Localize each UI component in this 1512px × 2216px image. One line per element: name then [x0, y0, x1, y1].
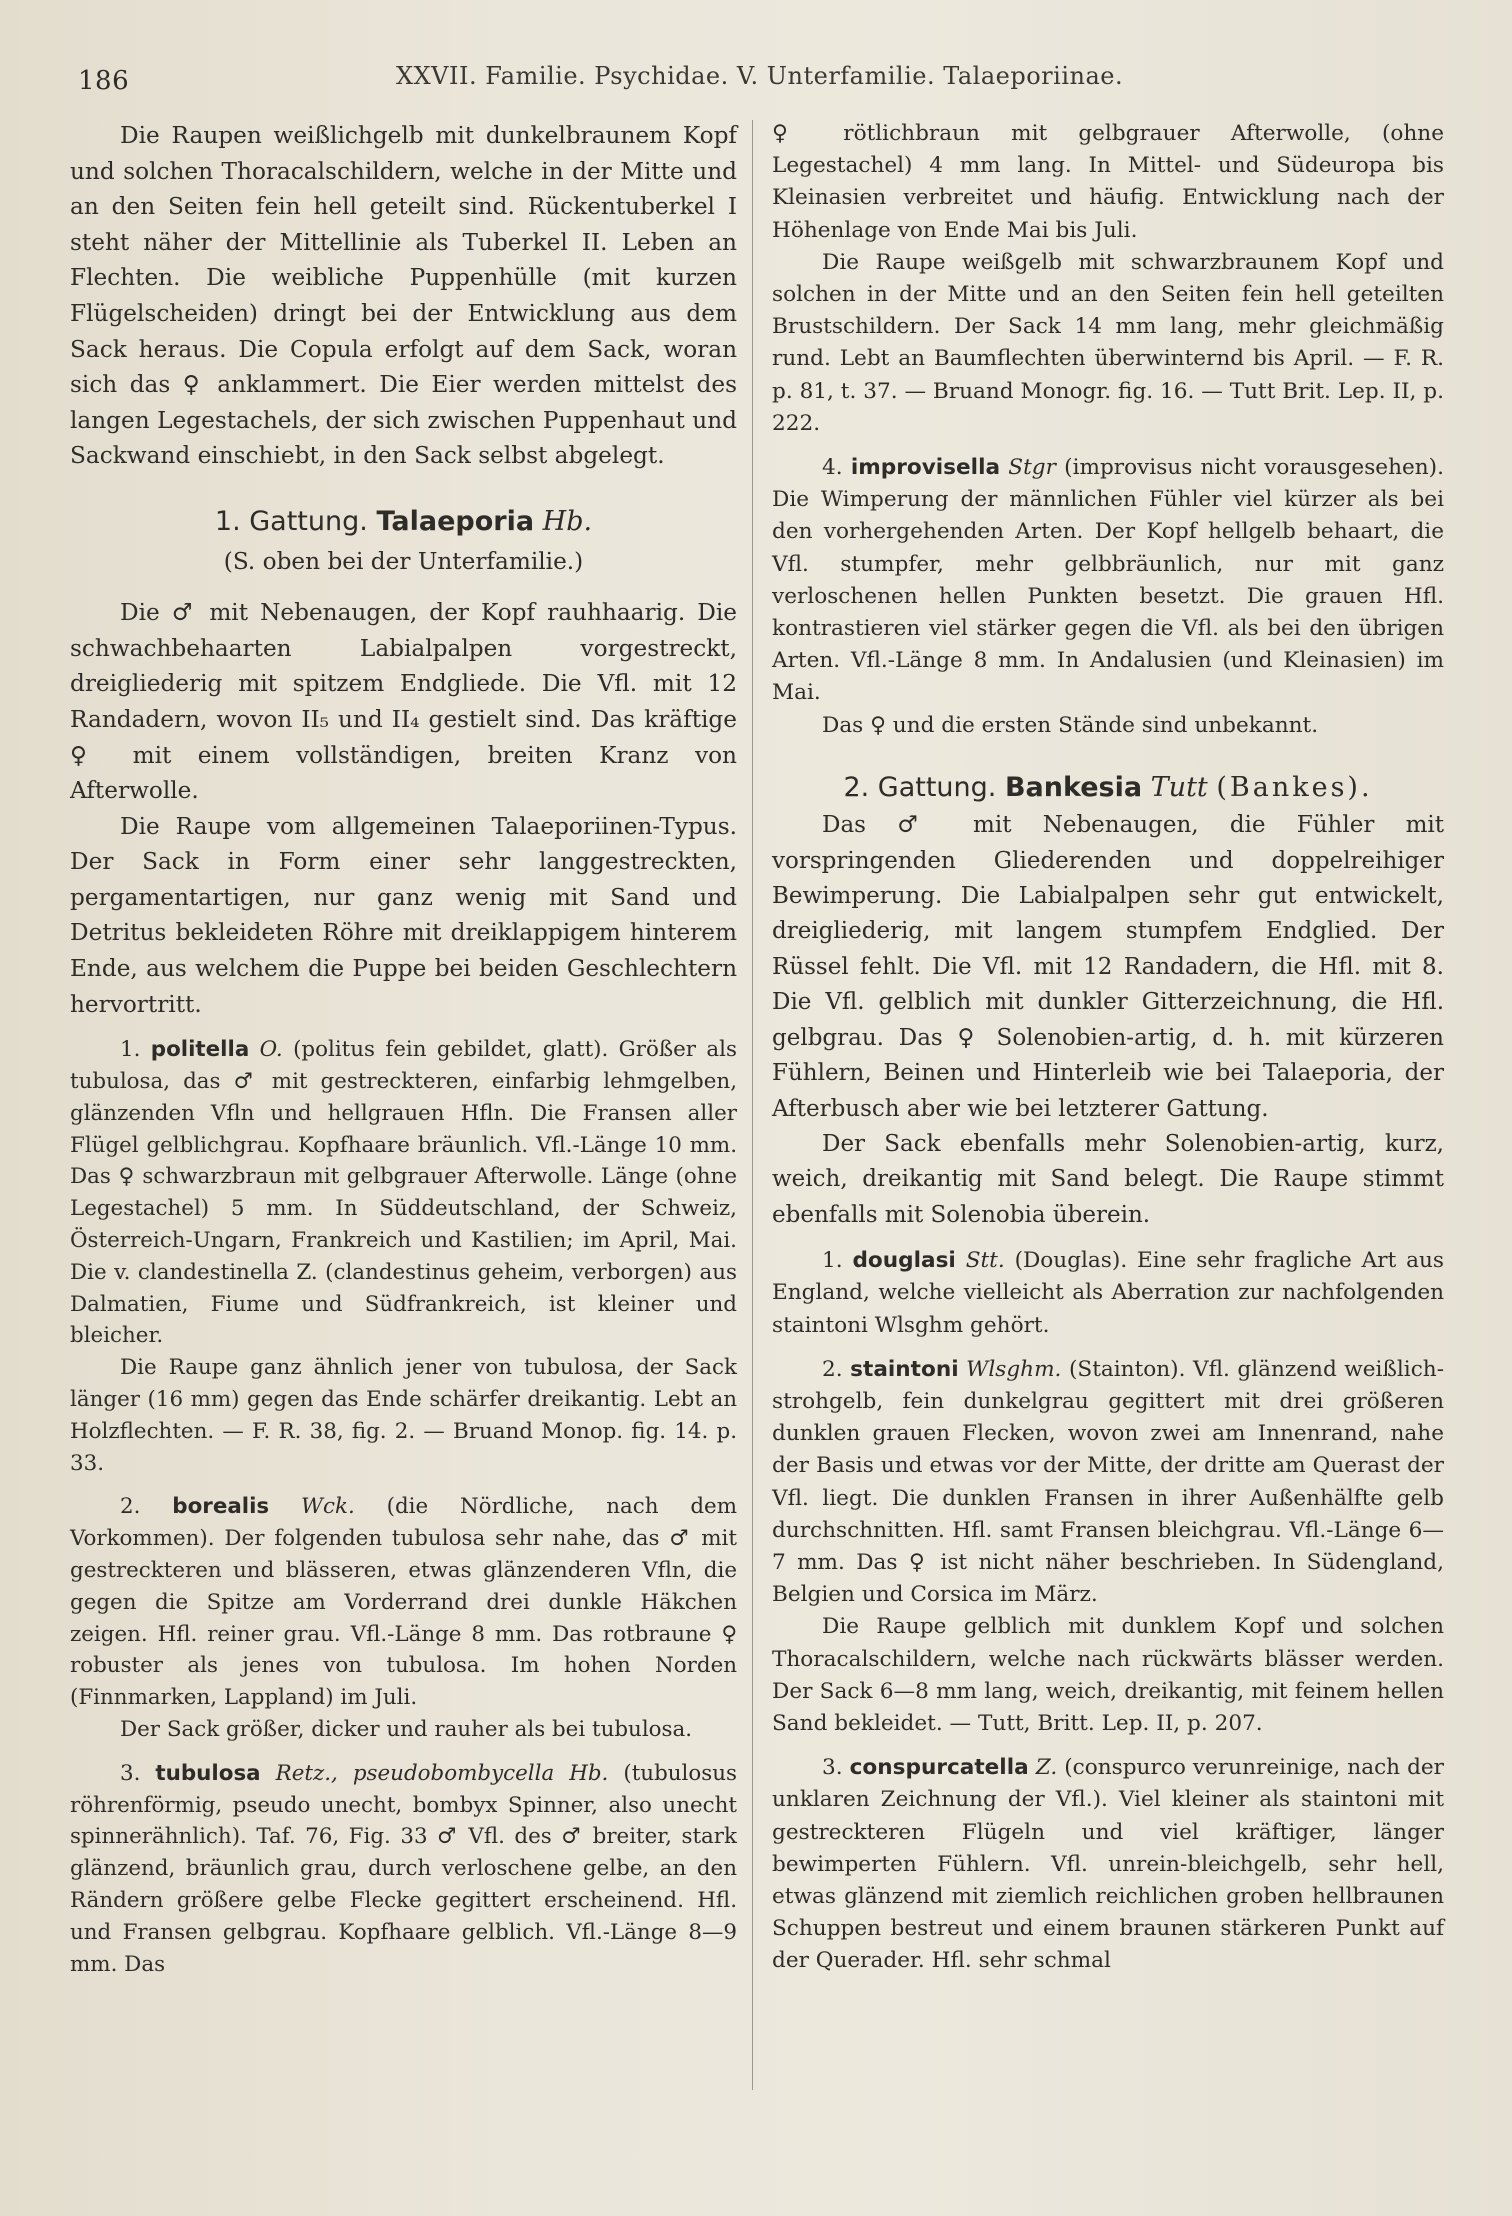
- species-number: 2.: [822, 1356, 843, 1382]
- species-name: tubulosa: [155, 1760, 261, 1786]
- species-number: 1.: [120, 1037, 141, 1063]
- species-larva-tubulosa: Die Raupe weißgelb mit schwarzbraunem Kopf und solchen in der Mitte und an den Seiten fein hell geteilten Brustschildern. Der Sack 14 mm lang, mehr gleichmäßig rund. Lebt an Baumflechten überwinternd bis April. — F. R. p. 81, t. 37. — Bruand Monogr. fig. 16. — Tutt Brit. Lep. II, p. 222.: [772, 249, 1444, 436]
- species-text: (improvisus nicht vorausgesehen). Die Wimperung der männlichen Fühler viel kürzer als bei den vorhergehenden Arten. Der Kopf hellgelb behaart, die Vfl. stumpfer, mehr gelbbräunlich, nur mit ganz verloschenen hellen Punkten besetzt. Die grauen Hfl. kontrastieren viel stärker gegen die Vfl. als bei den übrigen Arten. Vfl.-Länge 8 mm. In Andalusien (und Kleinasien) im Mai.: [772, 455, 1444, 706]
- species-name: douglasi: [852, 1248, 956, 1274]
- genus-suffix: (Bankes).: [1216, 771, 1373, 803]
- genus-name: Bankesia: [1004, 771, 1143, 803]
- genus-prefix: 1. Gattung.: [214, 505, 368, 537]
- species-name: staintoni: [850, 1356, 959, 1382]
- species-author: O.: [259, 1037, 283, 1063]
- species-name: improvisella: [850, 455, 1001, 481]
- species-larva-politella: Die Raupe ganz ähnlich jener von tubulosa, der Sack länger (16 mm) gegen das Ende schärfer dreikantig. Lebt an Holzflechten. — F. R. 38, fig. 2. — Bruand Monop. fig. 14. p. 33.: [70, 1355, 737, 1476]
- species-author: Wlsghm.: [966, 1356, 1062, 1382]
- species-name: borealis: [172, 1494, 270, 1520]
- left-column: [70, 118, 737, 1980]
- genus-author: Tutt: [1150, 771, 1208, 803]
- species-text: (Stainton). Vfl. glänzend weißlich-strohgelb, fein dunkelgrau gegittert mit drei größeren dunklen grauen Flecken, wovon zwei am Innenrand, nahe der Basis und etwas vor der Mitte, der dritte am Querast der Vfl. liegt. Die dunklen Fransen in ihrer Außenhälfte gelb durchschnitten. Hfl. samt Fransen bleichgrau. Vfl.-Länge 6—7 mm. Das ♀ ist nicht näher beschrieben. In Südengland, Belgien und Corsica im März.: [772, 1356, 1445, 1608]
- page-number: 186: [78, 66, 130, 96]
- species-continuation-tubulosa: ♀ rötlichbraun mit gelbgrauer Afterwolle, (ohne Legestachel) 4 mm lang. In Mittel- und Südeuropa bis Kleinasien verbreitet und häufig. Entwicklung nach der Höhenlage von Ende Mai bis Juli.: [772, 121, 1444, 243]
- species-larva-staintoni: Die Raupe gelblich mit dunklem Kopf und solchen Thoracalschildern, welche nach rückwärts blässer werden. Der Sack 6—8 mm lang, weich, dreikantig, mit feinem hellen Sand bekleidet. — Tutt, Britt. Lep. II, p. 207.: [772, 1614, 1444, 1736]
- running-title: XXVII. Familie. Psychidae. V. Unterfamilie. Talaeporiinae.: [396, 62, 1124, 90]
- species-case-borealis: Der Sack größer, dicker und rauher als bei tubulosa.: [120, 1716, 693, 1742]
- right-column: [772, 118, 1444, 1978]
- species-note-improvisella: Das ♀ und die ersten Stände sind unbekannt.: [822, 712, 1319, 738]
- column-divider: [752, 120, 753, 2090]
- genus-author: Hb.: [542, 505, 593, 537]
- genus-larva-description: Die Raupe vom allgemeinen Talaeporiinen-Typus. Der Sack in Form einer sehr langgestreckten, pergamentartigen, nur ganz wenig mit Sand und Detritus bekleideten Röhre mit dreiklappigem hinterem Ende, aus welchem die Puppe bei beiden Geschlechtern hervortritt.: [70, 812, 737, 1018]
- species-number: 3.: [120, 1760, 141, 1786]
- species-author: Wck.: [301, 1494, 355, 1520]
- species-name: politella: [150, 1037, 250, 1063]
- species-number: 3.: [822, 1755, 843, 1781]
- genus-prefix: 2. Gattung.: [843, 771, 997, 803]
- species-entry-politella: [70, 1034, 737, 1352]
- genus-case-description: Der Sack ebenfalls mehr Solenobien-artig, kurz, weich, dreikantig mit Sand belegt. Die Raupe stimmt ebenfalls mit Solenobia überein.: [772, 1130, 1444, 1228]
- species-text: (tubulosus röhrenförmig, pseudo unecht, bombyx Spinner, also unecht spinnerähnlich). Taf. 76, Fig. 33 ♂ Vfl. des ♂ breiter, stark glänzend, bräunlich grau, durch verloschene gelbe, an den Rändern größere gelbe Flecke gegittert erscheinend. Hfl. und Fransen gelbgrau. Kopfhaare gelblich. Vfl.-Länge 8—9 mm. Das: [70, 1760, 737, 1977]
- genus-heading-bankesia: [772, 772, 1444, 804]
- species-text: (Douglas). Eine sehr fragliche Art aus England, welche vielleicht als Aberration zur nachfolgenden staintoni Wlsghm gehört.: [772, 1248, 1444, 1338]
- species-entry-borealis: [70, 1491, 737, 1714]
- genus-description: Das ♂ mit Nebenaugen, die Fühler mit vorspringenden Gliederenden und doppelreihiger Bewimperung. Die Labialpalpen sehr gut entwickelt, dreigliederig, mit langem stumpfem Endglied. Der Rüssel fehlt. Die Vfl. mit 12 Randadern, die Hfl. mit 8. Die Vfl. gelblich mit dunkler Gitterzeichnung, die Hfl. gelbgrau. Das ♀ Solenobien-artig, d. h. mit kürzeren Fühlern, Beinen und Hinterleib wie bei Talaeporia, der Afterbusch aber wie bei letzterer Gattung.: [772, 812, 1444, 1122]
- species-number: 2.: [120, 1494, 141, 1520]
- page-header: [78, 58, 1452, 98]
- species-author: Stgr: [1008, 455, 1056, 481]
- species-author: Stt.: [965, 1248, 1005, 1274]
- genus-description: Die ♂ mit Nebenaugen, der Kopf rauhhaarig. Die schwachbehaarten Labialpalpen vorgestreckt, dreigliederig mit spitzem Endgliede. Die Vfl. mit 12 Randadern, wovon II₅ und II₄ gestielt sind. Das kräftige ♀ mit einem vollständigen, breiten Kranz von Afterwolle.: [70, 599, 737, 805]
- species-text: (politus fein gebildet, glatt). Größer als tubulosa, das ♂ mit gestreckteren, einfarbig lehmgelben, glänzenden Vfln und hellgrauen Hfln. Die Fransen aller Flügel gelblichgrau. Kopfhaare bräunlich. Vfl.-Länge 10 mm. Das ♀ schwarzbraun mit gelbgrauer Afterwolle. Länge (ohne Legestachel) 5 mm. In Süddeutschland, der Schweiz, Österreich-Ungarn, Frankreich und Kastilien; im April, Mai. Die v. clandestinella Z. (clandestinus geheim, verborgen) aus Dalmatien, Fiume und Südfrankreich, ist kleiner und bleicher.: [70, 1037, 737, 1349]
- species-name: conspurcatella: [849, 1755, 1029, 1781]
- genus-heading-talaeporia: [70, 504, 737, 540]
- species-number: 4.: [822, 455, 843, 481]
- species-entry-tubulosa: [70, 1758, 737, 1981]
- genus-subnote: (S. oben bei der Unterfamilie.): [223, 547, 584, 575]
- species-author: Z.: [1035, 1755, 1058, 1781]
- species-author: Retz., pseudobombycella Hb.: [275, 1760, 609, 1786]
- intro-paragraph: Die Raupen weißlichgelb mit dunkelbraunem Kopf und solchen Thoracalschildern, welche in der Mitte und an den Seiten fein hell geteilt sind. Rückentuberkel I steht näher der Mittellinie als Tuberkel II. Leben an Flechten. Die weibliche Puppenhülle (mit kurzen Flügelscheiden) dringt bei der Entwicklung aus dem Sack heraus. Die Copula erfolgt auf dem Sack, woran sich das ♀ anklammert. Die Eier werden mittelst des langen Legestachels, der sich zwischen Puppenhaut und Sackwand einschiebt, in den Sack selbst abgelegt.: [70, 122, 737, 470]
- species-entry-staintoni: [772, 1354, 1444, 1612]
- species-entry-douglasi: [772, 1245, 1444, 1342]
- species-entry-improvisella: [772, 452, 1444, 710]
- species-entry-conspurcatella: [772, 1752, 1444, 1977]
- species-number: 1.: [822, 1248, 843, 1274]
- species-text: (die Nördliche, nach dem Vorkommen). Der folgenden tubulosa sehr nahe, das ♂ mit gestreckteren und blässeren, etwas glänzenderen Vfln, die gegen die Spitze am Vorderrand drei dunkle Häkchen zeigen. Hfl. reiner grau. Vfl.-Länge 8 mm. Das rotbraune ♀ robuster als jenes von tubulosa. Im hohen Norden (Finnmarken, Lappland) im Juli.: [70, 1494, 737, 1711]
- genus-name: Talaeporia: [376, 505, 535, 537]
- species-text: (conspurco verunreinige, nach der unklaren Zeichnung der Vfl.). Viel kleiner als staintoni mit gestreckteren Flügeln und viel kräftiger, länger bewimperten Fühlern. Vfl. unrein-bleichgelb, sehr hell, etwas glänzend mit ziemlich reichlichen groben hellbraunen Schuppen bestreut und einem braunen stärkeren Punkt auf der Querader. Hfl. sehr schmal: [772, 1755, 1444, 1974]
